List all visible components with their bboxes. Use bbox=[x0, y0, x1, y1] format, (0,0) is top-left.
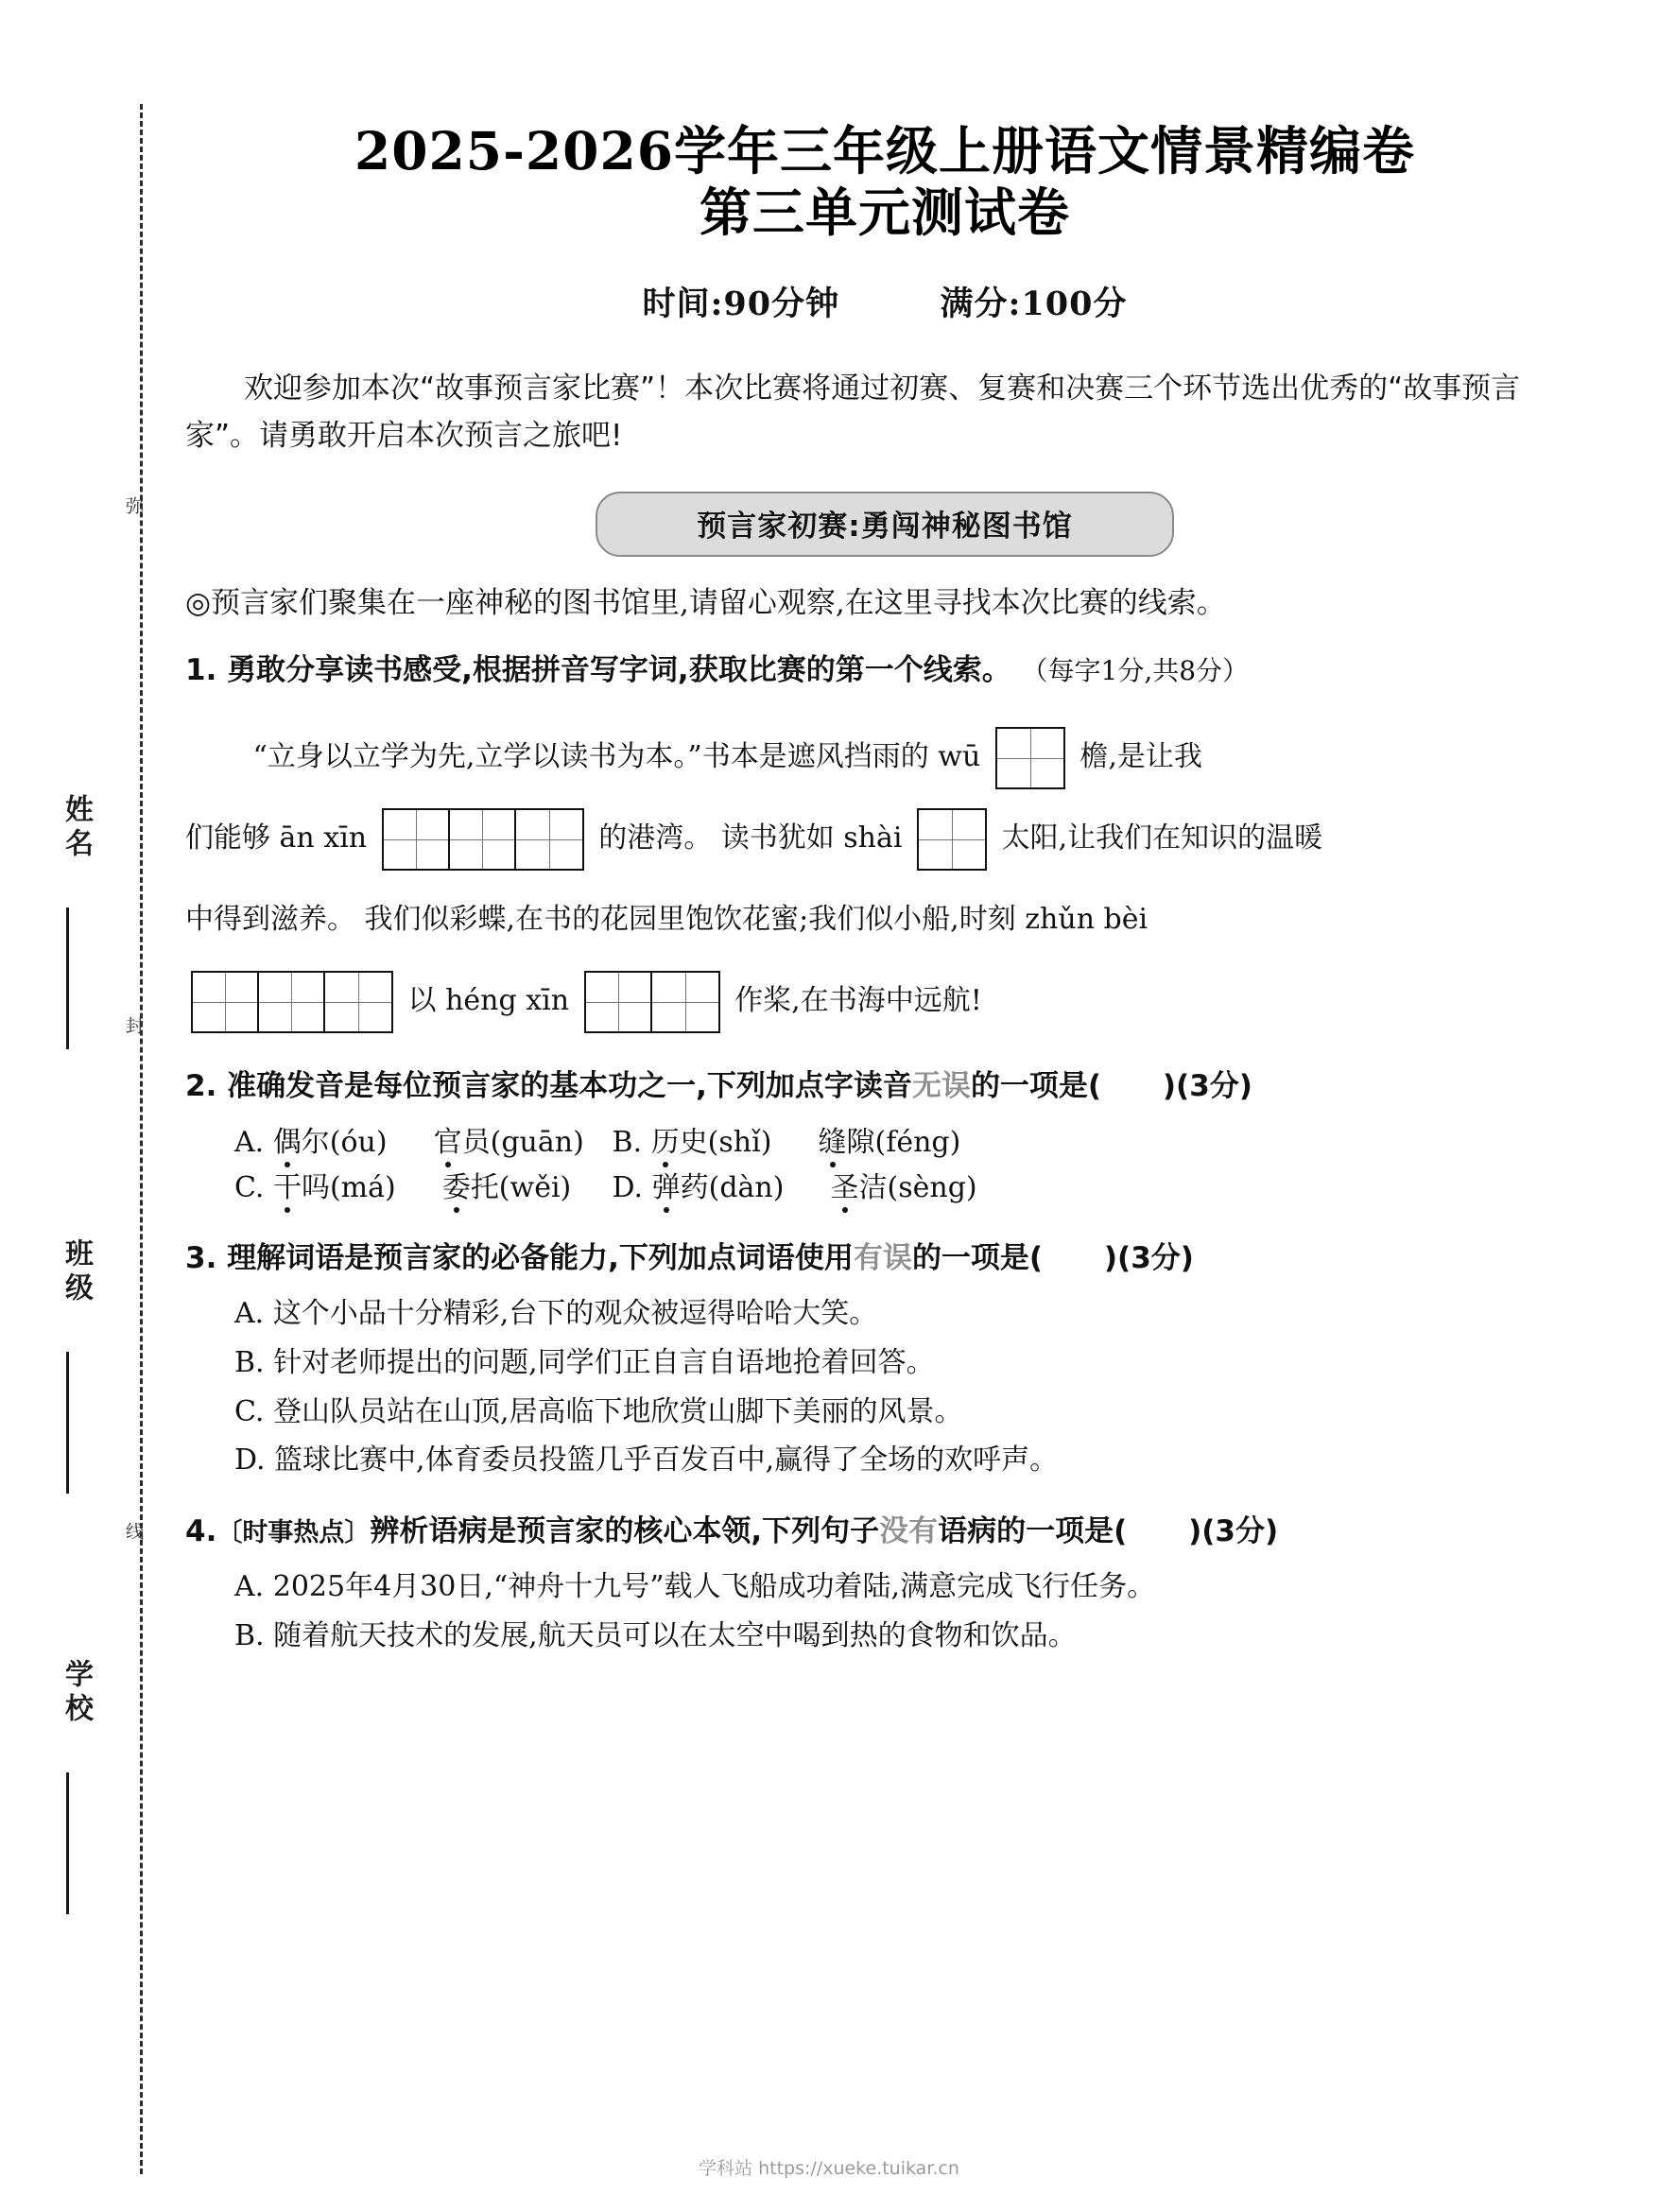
exam-time: 时间:90分钟 bbox=[642, 284, 840, 323]
option-a[interactable]: A. 这个小品十分精彩,台下的观众被逗得哈哈大笑。 bbox=[234, 1297, 878, 1331]
passage-row-4 bbox=[185, 960, 1584, 1042]
dot-char: 偶 bbox=[272, 1125, 302, 1159]
dot-char: 圣 bbox=[830, 1171, 859, 1205]
passage-seg-8: 作桨,在书海中远航! bbox=[734, 984, 982, 1018]
question-3-text-a: 理解词语是预言家的必备能力,下列加点词语使用 bbox=[227, 1240, 854, 1275]
tianzige-cell[interactable] bbox=[450, 810, 516, 869]
option-c[interactable] bbox=[234, 1166, 603, 1212]
question-3-options bbox=[185, 1289, 1584, 1484]
question-3-text-b: 的一项是( bbox=[911, 1240, 1044, 1275]
question-4-text-b: 语病的一项是( bbox=[938, 1513, 1128, 1548]
option-a-label: A. bbox=[234, 1125, 265, 1159]
margin-name-rule bbox=[66, 907, 69, 1049]
option-b[interactable]: B. 随着航天技术的发展,航天员可以在太空中喝到热的食物和饮品。 bbox=[234, 1618, 1077, 1652]
question-4-answer-blank[interactable] bbox=[1127, 1514, 1188, 1548]
dot-char: 干 bbox=[272, 1171, 302, 1205]
tianzige-cell[interactable] bbox=[325, 973, 391, 1031]
option-c-word2: 托(wěi) bbox=[470, 1171, 572, 1205]
page-title-line2: 第三单元测试卷 bbox=[699, 181, 1070, 243]
question-1-passage bbox=[185, 717, 1584, 1042]
fold-mark-3: 线 bbox=[123, 1522, 144, 1542]
margin-class-rule bbox=[66, 1352, 69, 1494]
option-b[interactable]: B. 针对老师提出的问题,同学们正自言自语地抢着回答。 bbox=[234, 1346, 935, 1379]
fold-mark-2: 封 bbox=[123, 1016, 144, 1036]
question-1-stem bbox=[185, 648, 1584, 693]
passage-row-3 bbox=[185, 879, 1584, 960]
margin-label-name: 姓名 bbox=[60, 794, 93, 862]
option-d[interactable]: D. 篮球比赛中,体育委员投篮几乎百发百中,赢得了全场的欢呼声。 bbox=[234, 1443, 1059, 1478]
exam-total: 满分:100分 bbox=[940, 284, 1128, 323]
option-c[interactable]: C. 登山队员站在山顶,居高临下地欣赏山脚下美丽的风景。 bbox=[234, 1394, 963, 1428]
option-b[interactable] bbox=[613, 1120, 961, 1166]
option-c-label: C. bbox=[234, 1171, 265, 1205]
option-a-word1: 尔(óu) bbox=[301, 1125, 388, 1159]
question-4-text-c: )(3分) bbox=[1188, 1513, 1279, 1548]
tianzige-cell[interactable] bbox=[384, 810, 450, 869]
question-3-text-c: )(3分) bbox=[1103, 1240, 1194, 1275]
option-d-word2: 洁(sèng) bbox=[858, 1171, 977, 1205]
option-b-label: B. bbox=[612, 1125, 643, 1159]
question-2-keyword: 无误 bbox=[911, 1069, 971, 1104]
tianzige-1 bbox=[995, 727, 1065, 789]
exam-paper bbox=[185, 0, 1584, 2212]
fold-dashed-line bbox=[140, 104, 143, 2174]
tianzige-cell[interactable] bbox=[259, 973, 325, 1031]
tianzige-3 bbox=[917, 808, 987, 871]
intro-paragraph: 欢迎参加本次“故事预言家比赛”！本次比赛将通过初赛、复赛和决赛三个环节选出优秀的“故事预言家”。请勇敢开启本次预言之旅吧! bbox=[185, 371, 1521, 453]
dot-char: 弹 bbox=[651, 1171, 681, 1205]
margin-label-school: 学校 bbox=[60, 1659, 93, 1727]
watermark: 学科站 https://xueke.tuikar.cn bbox=[699, 2158, 959, 2179]
question-2-stem bbox=[185, 1064, 1584, 1109]
question-1-score: （每字1分,共8分） bbox=[1021, 654, 1250, 686]
passage-seg-2: 檐,是让我 bbox=[1079, 740, 1202, 774]
fold-mark-1: 弥 bbox=[123, 496, 144, 516]
dot-char: 委 bbox=[441, 1171, 471, 1205]
question-4-text-a: 辨析语病是预言家的核心本领,下列句子 bbox=[370, 1513, 880, 1548]
question-2-text-b: 的一项是( bbox=[970, 1069, 1102, 1104]
option-b-word1: 史(shǐ) bbox=[679, 1125, 772, 1159]
question-2-answer-blank[interactable] bbox=[1101, 1069, 1163, 1103]
option-row bbox=[185, 1166, 1584, 1212]
question-1-text: 勇敢分享读书感受,根据拼音写字词,获取比赛的第一个线索。 bbox=[227, 652, 1011, 687]
margin-label-class: 班级 bbox=[60, 1238, 93, 1306]
question-1-number: 1. bbox=[185, 652, 217, 687]
page-title-line1: 2025-2026学年三年级上册语文情景精编卷 bbox=[354, 120, 1415, 181]
option-c-word1: 吗(má) bbox=[301, 1171, 396, 1205]
section-banner: 预言家初赛:勇闯神秘图书馆 bbox=[596, 492, 1174, 557]
passage-seg-5: 太阳,让我们在知识的温暖 bbox=[1001, 821, 1323, 855]
option-a[interactable]: A. 2025年4月30日,“神舟十九号”载人飞船成功着陆,满意完成飞行任务。 bbox=[234, 1570, 1156, 1604]
tianzige-cell[interactable] bbox=[919, 810, 985, 869]
question-3-answer-blank[interactable] bbox=[1043, 1241, 1104, 1275]
question-4-tag: 〔时事热点〕 bbox=[216, 1517, 371, 1547]
tianzige-2 bbox=[382, 808, 584, 871]
passage-seg-1: “立身以立学为先,立学以读书为本。”书本是遮风挡雨的 wū bbox=[252, 740, 981, 774]
question-4-keyword: 没有 bbox=[879, 1513, 939, 1548]
option-d-word1: 药(dàn) bbox=[680, 1171, 785, 1205]
passage-seg-6: 中得到滋养。 我们似彩蝶,在书的花园里饱饮花蜜;我们似小船,时刻 zhǔn bèi bbox=[185, 903, 1149, 937]
passage-row-1 bbox=[185, 717, 1584, 798]
question-3-stem bbox=[185, 1236, 1584, 1281]
tianzige-cell[interactable] bbox=[516, 810, 582, 869]
tianzige-cell[interactable] bbox=[652, 973, 718, 1031]
question-3-keyword: 有误 bbox=[853, 1240, 912, 1275]
option-d-label: D. bbox=[612, 1171, 644, 1205]
question-4-options bbox=[185, 1563, 1584, 1660]
question-3-number: 3. bbox=[185, 1240, 217, 1275]
tianzige-4 bbox=[191, 971, 393, 1033]
question-4-stem bbox=[185, 1510, 1584, 1554]
passage-row-2 bbox=[185, 798, 1584, 879]
exam-meta bbox=[185, 278, 1584, 325]
passage-seg-4: 的港湾。 读书犹如 shài bbox=[598, 821, 903, 855]
passage-seg-7: 以 héng xīn bbox=[407, 984, 570, 1018]
option-d[interactable] bbox=[613, 1166, 977, 1212]
question-2-number: 2. bbox=[185, 1069, 217, 1104]
tianzige-5 bbox=[584, 971, 720, 1033]
option-b-word2: 隙(féng) bbox=[846, 1125, 961, 1159]
tianzige-cell[interactable] bbox=[193, 973, 259, 1031]
tianzige-cell[interactable] bbox=[586, 973, 652, 1031]
question-2-text-a: 准确发音是每位预言家的基本功之一,下列加点字读音 bbox=[227, 1069, 912, 1104]
dot-char: 官 bbox=[433, 1125, 462, 1159]
passage-seg-3: 们能够 ān xīn bbox=[185, 821, 368, 855]
option-a-word2: 员(guān) bbox=[461, 1125, 584, 1159]
dot-char: 缝 bbox=[818, 1125, 847, 1159]
question-4-number: 4. bbox=[185, 1513, 217, 1548]
margin-school-rule bbox=[66, 1772, 69, 1914]
option-row bbox=[185, 1120, 1584, 1166]
section-lead: ◎预言家们聚集在一座神秘的图书馆里,请留心观察,在这里寻找本次比赛的线索。 bbox=[185, 586, 1226, 621]
question-2-options bbox=[185, 1120, 1584, 1212]
dot-char: 历 bbox=[650, 1125, 680, 1159]
question-2-text-c: )(3分) bbox=[1162, 1069, 1252, 1104]
tianzige-cell[interactable] bbox=[997, 729, 1063, 787]
option-a[interactable] bbox=[234, 1120, 603, 1166]
